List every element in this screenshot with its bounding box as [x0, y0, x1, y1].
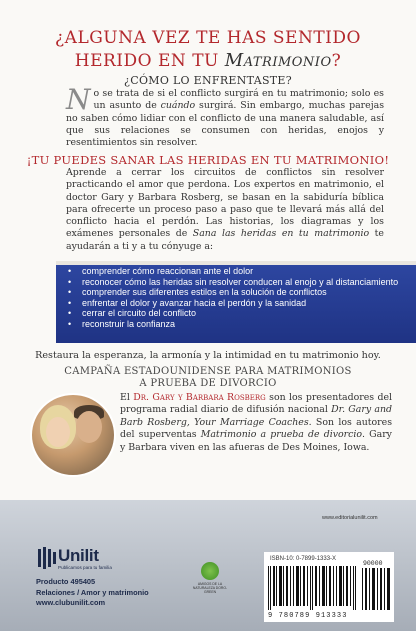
author-text-b: . Son los autores del superventas	[120, 416, 393, 441]
list-item	[62, 266, 412, 277]
eco-seal-text: AMIGOS DE LA NATURALEZA DORO-GREEN	[192, 582, 228, 594]
section1-title: ¿CÓMO LO ENFRENTASTE?	[124, 74, 292, 87]
bullet-icon: •	[68, 276, 72, 287]
bullet-text: reconstruir la confianza	[82, 318, 176, 329]
campaign-line2: A PRUEBA DE DIVORCIO	[139, 378, 277, 389]
list-item	[62, 287, 412, 298]
product-number: Producto 495405	[36, 577, 96, 586]
section2-body	[66, 167, 384, 253]
campaign-title	[0, 366, 416, 390]
section1-body	[66, 83, 385, 149]
publisher-url: www.editorialunilit.com	[322, 515, 378, 521]
bullet-icon: •	[68, 308, 72, 319]
bullet-icon: •	[68, 266, 72, 276]
photo-face-shape	[46, 417, 70, 447]
author-pre: El	[120, 392, 134, 403]
section2-italic: Sana las heridas en tu matrimonio	[192, 228, 370, 240]
bullet-text: comprender cómo reaccionan ante el dolor	[82, 266, 254, 276]
addon-barcode-icon	[362, 568, 392, 610]
list-item	[62, 298, 412, 309]
list-item	[62, 319, 412, 330]
section2-title: ¡TU PUEDES SANAR LAS HERIDAS EN TU MATRIMONIO!	[26, 153, 390, 167]
headline	[0, 28, 416, 71]
product-info	[36, 577, 149, 609]
headline-line1: ¿ALGUNA VEZ TE HAS SENTIDO	[55, 28, 361, 48]
headline-line2	[0, 50, 416, 71]
authors-photo	[30, 393, 116, 477]
restore-line: Restaura la esperanza, la armonía y la intimidad en tu matrimonio hoy.	[35, 350, 381, 361]
author-bio	[120, 392, 392, 454]
section1-text-a: o se trata de si el conflicto surgirá en tu matrimonio; solo es un asunto de	[93, 88, 384, 112]
bestseller-title: Matrimonio a prueba de divorcio	[200, 429, 363, 441]
dropcap-letter: N	[66, 83, 91, 116]
section1-text-b: surgirá. Sin embargo, muchas parejas no saben cómo lidiar con el conflicto de una manera saludable, así que sus relaciones se consumen con heridas, enojos y resentimientos sin resolver.	[66, 100, 385, 149]
author-text-a: son los presentadores del programa radial diario de difusión nacional	[120, 392, 393, 416]
author-text-c: . Gary y Barbara viven en las afueras de Des Moines, Iowa.	[120, 429, 392, 453]
headline-en-tu: EN TU	[158, 51, 219, 71]
benefits-list	[62, 266, 412, 330]
bullet-text: enfrentar el dolor y avanzar hacia el perdón y la sanidad	[82, 297, 307, 308]
headline-question-mark: ?	[331, 51, 342, 71]
bullet-icon: •	[68, 297, 72, 308]
club-url: www.clubunilit.com	[36, 598, 106, 607]
section2-text-b: te ayudarán a ti y a tu cónyuge a:	[66, 228, 384, 252]
eco-seal-icon	[201, 562, 219, 580]
photo-face-shape	[76, 411, 102, 443]
bullet-text: reconocer cómo las heridas sin resolver conducen al enojo y al distanciamiento	[82, 276, 399, 287]
product-category: Relaciones / Amor y matrimonio	[36, 587, 149, 597]
publisher-name: Unilit	[58, 546, 99, 565]
bullet-text: comprender sus diferentes estilos en la solución de conflictos	[82, 287, 327, 298]
radio-show-title: Dr. Gary and Barb Rosberg, Your Marriage Coaches	[120, 404, 392, 428]
bullet-icon: •	[68, 287, 72, 298]
barcode-icon	[268, 566, 358, 610]
bullet-icon: •	[68, 318, 72, 329]
ean-number: 9 780789 913333	[268, 612, 348, 620]
isbn-text: ISBN-10: 0-7899-1333-X	[270, 556, 337, 562]
list-item	[62, 277, 412, 288]
campaign-line1: CAMPAÑA ESTADOUNIDENSE PARA MATRIMONIOS	[64, 366, 352, 377]
price-code: 90000	[363, 560, 383, 567]
bullet-text: cerrar el circuito del conflicto	[82, 308, 197, 319]
author-name: Dr. Gary y Barbara Rosberg	[133, 392, 266, 403]
unilit-logo-icon	[36, 545, 58, 573]
headline-herido: HERIDO	[74, 51, 153, 71]
headline-matrimonio: Matrimonio	[224, 50, 332, 71]
publisher-tagline: Publicamos para tu familia	[58, 565, 112, 570]
section2-text-a: Aprende a cerrar los circuitos de conflictos sin resolver practicando el amor que perdona. Los expertos en matrimonio, el doctor Gary y Barbara Rosberg, se basan en la sabiduría bíblica para ofrecerte un proceso paso a paso que te llevará más allá del conflicto hacia el perdón. Las historias, los diagramas y los exámenes personales de	[66, 167, 384, 240]
section1-italic: cuándo	[160, 100, 196, 112]
list-item	[62, 308, 412, 319]
